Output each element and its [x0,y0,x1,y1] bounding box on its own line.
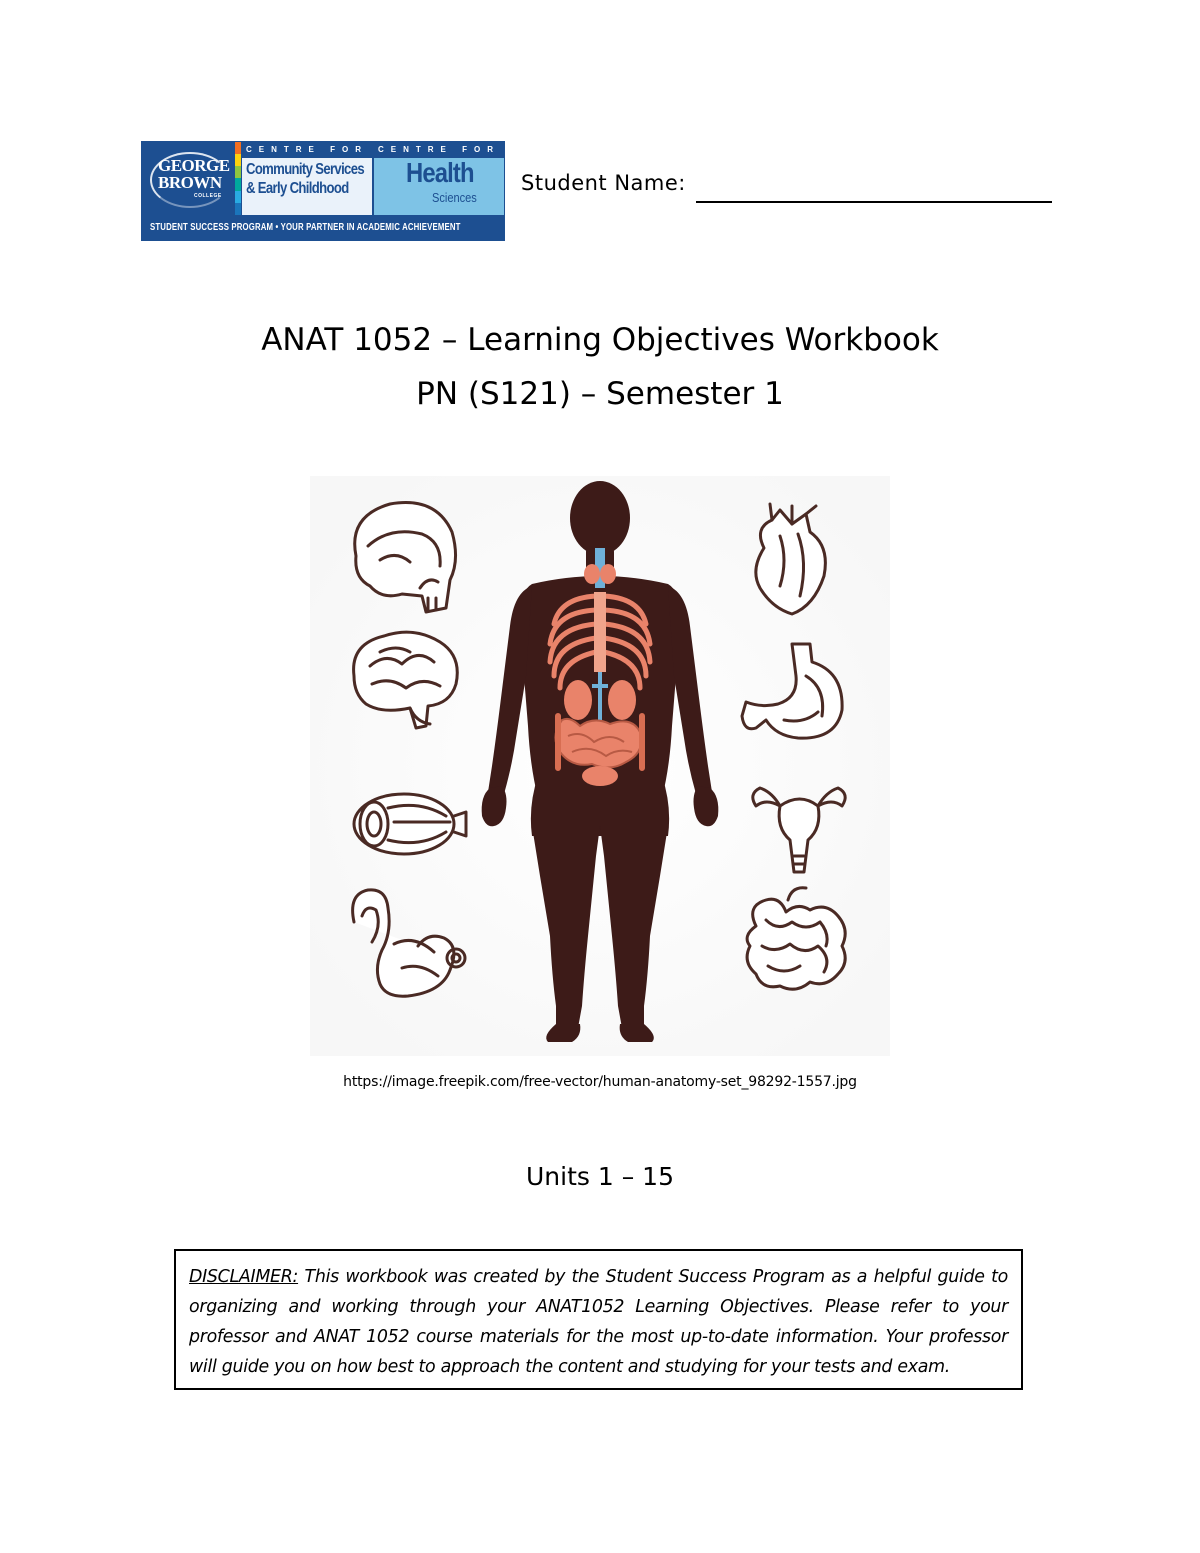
human-anatomy-illustration [310,476,890,1056]
document-title: ANAT 1052 – Learning Objectives Workbook [261,322,939,358]
document-subtitle: PN (S121) – Semester 1 [416,376,784,412]
logo-centre1-header: CENTRE FOR [242,142,372,158]
disclaimer-label: DISCLAIMER: [189,1267,299,1287]
logo-college-line3: COLLEGE [194,193,222,199]
logo-centre2-header: CENTRE FOR [374,142,504,158]
student-name-blank-line[interactable] [696,201,1052,203]
logo-college-line2: BROWN [158,173,222,192]
logo-centre2-line1: Health [406,157,474,188]
units-range: Units 1 – 15 [526,1162,674,1191]
logo-tagline-band [142,215,504,240]
logo-health-sciences-section [374,142,504,215]
logo-college-line1: GEORGE [158,156,230,175]
image-credit-url[interactable]: https://image.freepik.com/free-vector/human-anatomy-set_98292-1557.jpg [343,1074,857,1090]
disclaimer-text: This workbook was created by the Student Success Program as a helpful guide to organizing and working through your ANAT1052 Learning Objectives. Please refer to your professor and ANAT 1052 course materials for the most up-to-date information. Your professor will guide you on how best to approach the content and studying for your tests and exam. [189,1267,1008,1377]
logo-tagline: STUDENT SUCCESS PROGRAM • YOUR PARTNER IN ACADEMIC ACHIEVEMENT [150,222,461,233]
logo-color-stripes [235,142,241,215]
logo-community-services-section [242,142,372,215]
logo-centre2-line2: Sciences [432,190,477,205]
disclaimer-box [174,1249,1023,1390]
student-name-label: Student Name: [521,171,686,195]
logo-centre1-line2: & Early Childhood [246,180,349,197]
logo-centre1-line1: Community Services [246,161,364,178]
college-logo-banner [141,141,505,241]
george-brown-logo [148,148,234,208]
